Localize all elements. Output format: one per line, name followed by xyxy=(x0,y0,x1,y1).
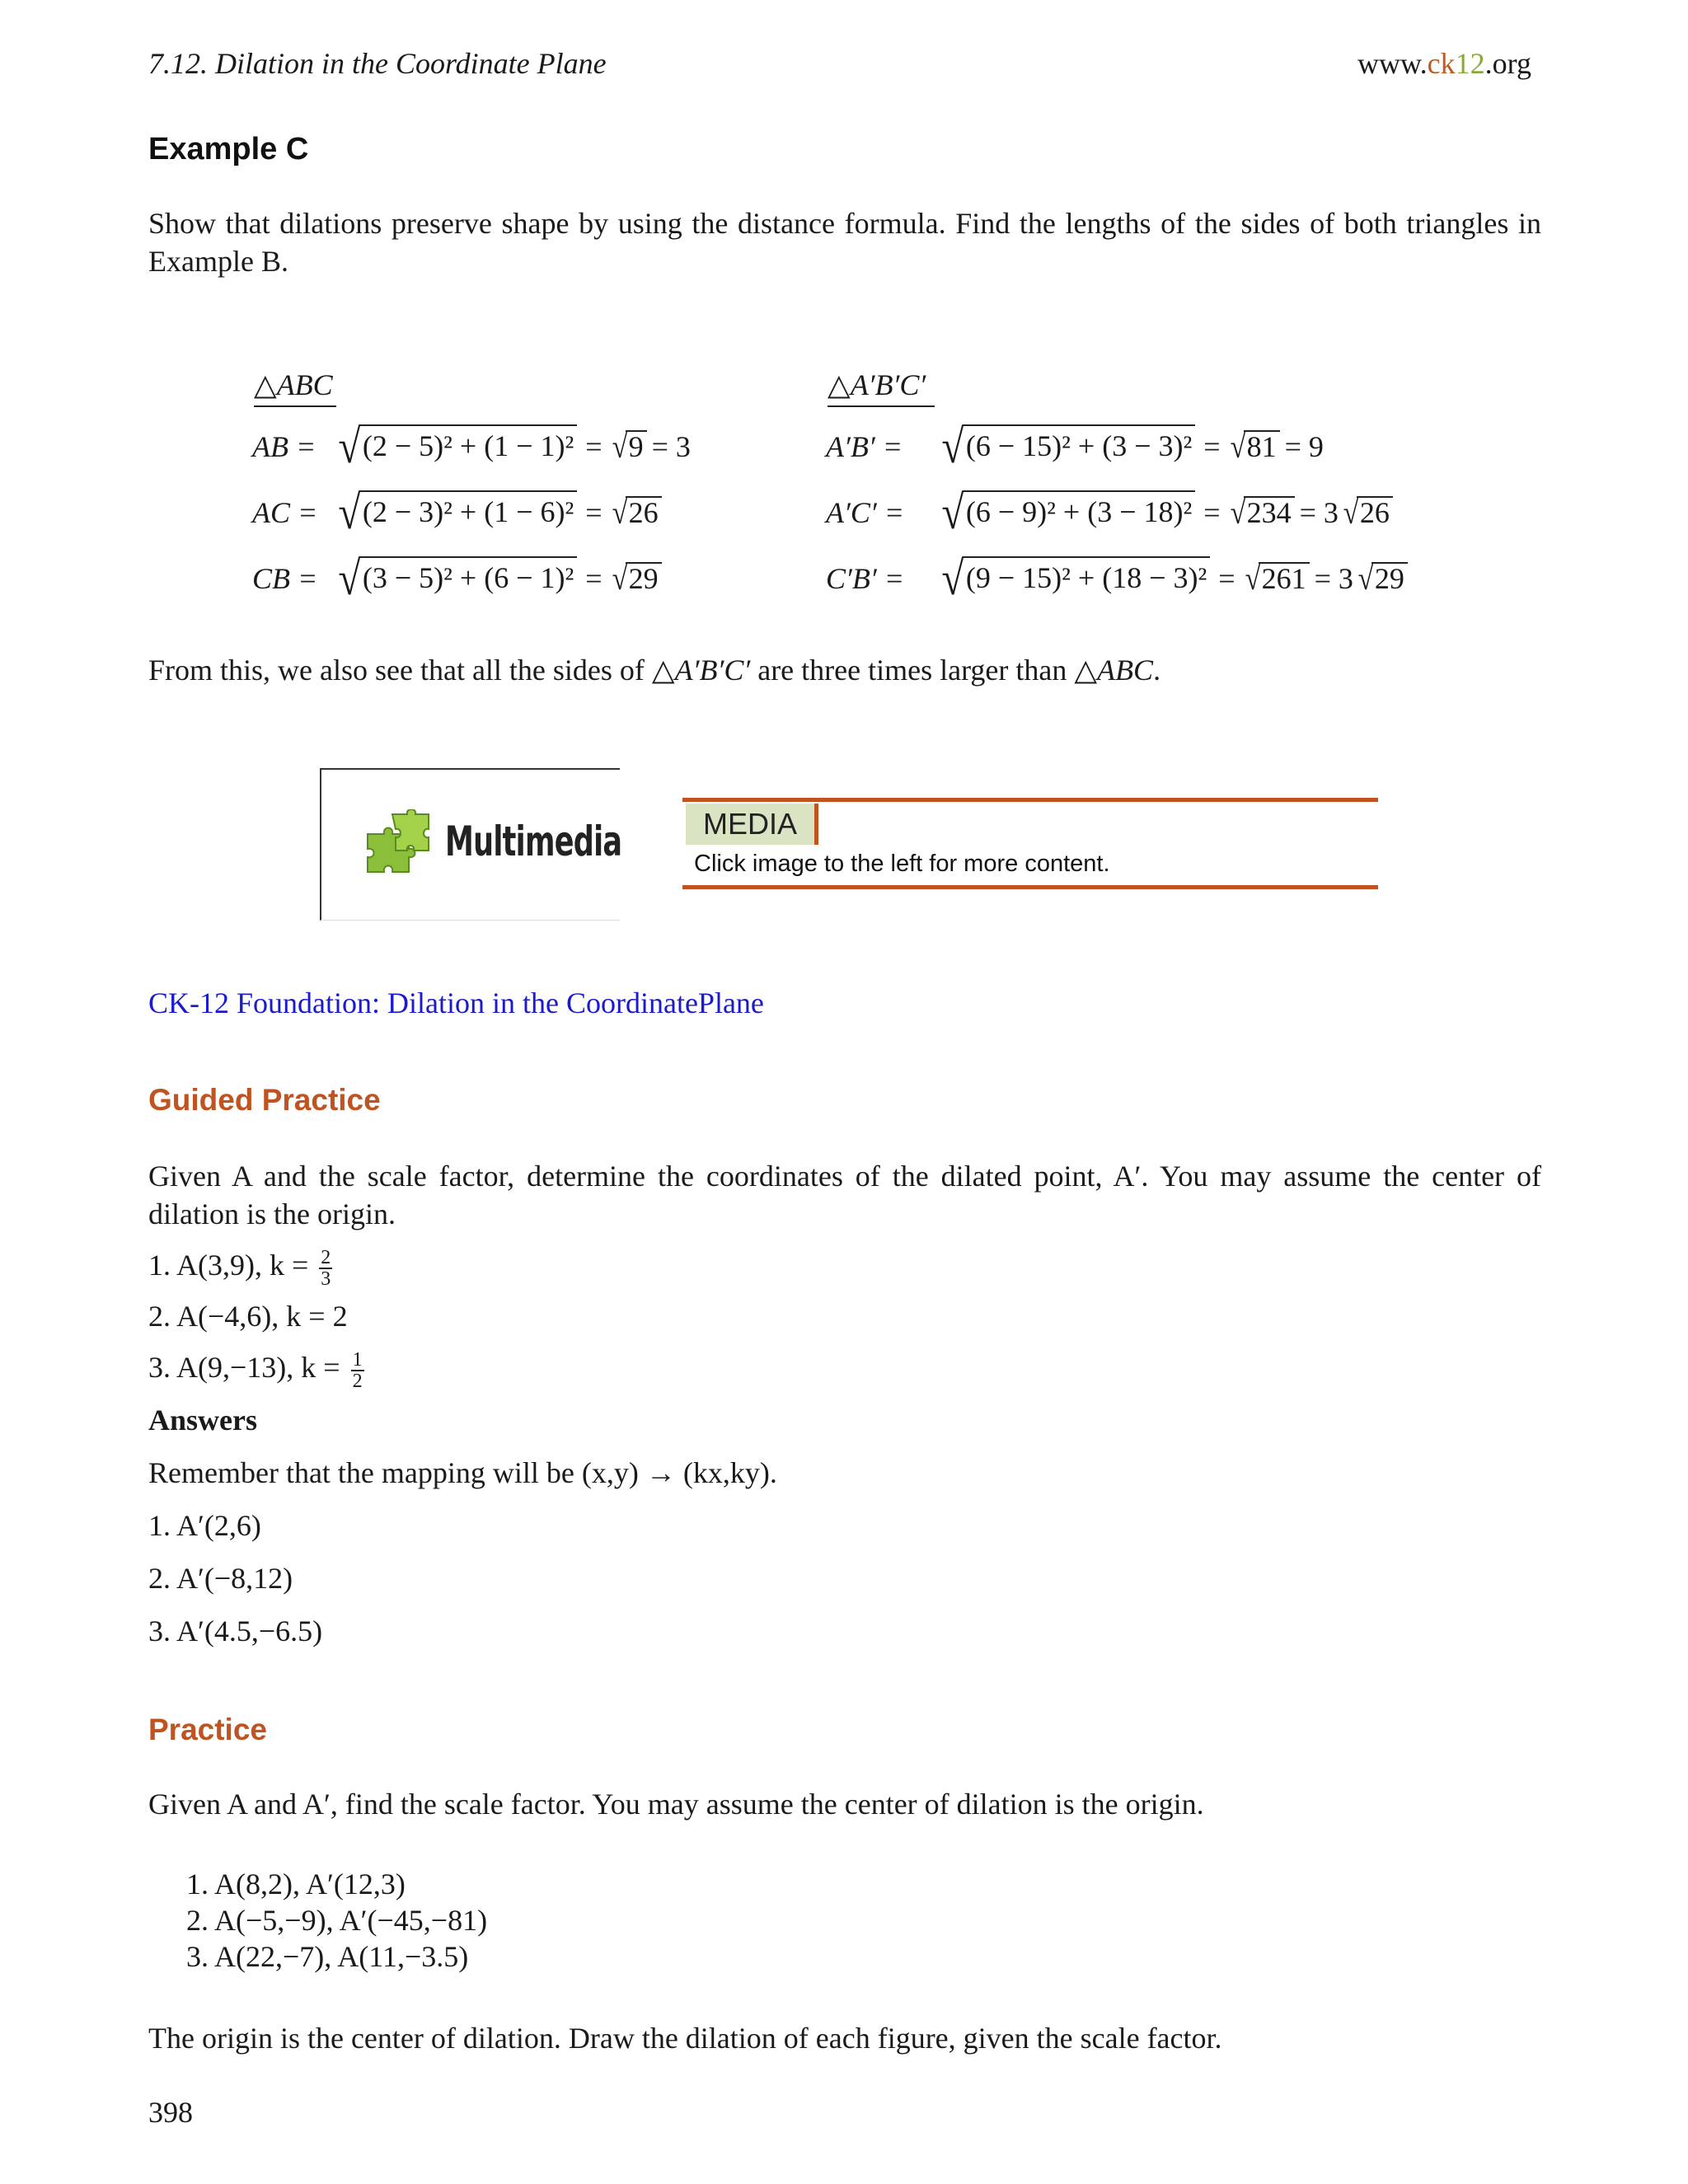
triangle-symbol: △ xyxy=(828,368,851,401)
radical: √ (6 − 9)² + (3 − 18)² xyxy=(940,490,1195,535)
result: = 3 xyxy=(651,430,691,463)
row-label: C′B′ = xyxy=(826,562,905,595)
row-label: CB = xyxy=(252,562,318,595)
page-number: 398 xyxy=(148,2096,193,2129)
row-label: AB = xyxy=(252,430,316,463)
result: = 9 xyxy=(1284,430,1324,463)
fraction xyxy=(319,1248,332,1289)
radical: √ (2 − 3)² + (1 − 6)² xyxy=(336,490,577,535)
left-triangle-title xyxy=(254,368,333,402)
equals: = xyxy=(1203,496,1221,529)
radical: √ 29 xyxy=(1357,562,1408,595)
answer-1: 1. A′(2,6) xyxy=(148,1509,261,1542)
right-title-text: A′B′C′ xyxy=(850,368,926,401)
radical: √ 81 xyxy=(1229,430,1280,463)
example-c-conclusion xyxy=(148,651,1160,689)
root-value: 261 xyxy=(1259,562,1310,595)
radicand: (6 − 15)² + (3 − 3)² xyxy=(963,424,1195,469)
ck12-foundation-link[interactable]: CK-12 Foundation: Dilation in the CoordinatePlane xyxy=(148,987,764,1019)
site-url[interactable] xyxy=(1357,46,1531,81)
radical: √ 9 xyxy=(611,430,647,463)
radical: √ (9 − 15)² + (18 − 3)² xyxy=(940,556,1210,601)
radicand: (9 − 15)² + (18 − 3)² xyxy=(963,556,1210,601)
root-value-2: 26 xyxy=(1357,496,1393,529)
item-text: 3. A(9,−13), k = xyxy=(148,1351,348,1384)
practice-item-1: 1. A(8,2), A′(12,3) xyxy=(186,1868,406,1900)
right-triangle-title xyxy=(828,368,926,402)
conclusion-b: are three times larger than xyxy=(750,654,1075,687)
numerator: 2 xyxy=(321,1246,331,1268)
left-row-cb xyxy=(252,552,662,605)
result: = 3 xyxy=(1314,562,1353,595)
fraction xyxy=(351,1350,364,1391)
media-description: Click image to the left for more content. xyxy=(694,851,1110,877)
radical: √ (6 − 15)² + (3 − 3)² xyxy=(940,424,1195,469)
denominator: 2 xyxy=(352,1370,363,1392)
conclusion-a: From this, we also see that all the sides of xyxy=(148,654,652,687)
item-text: 1. A(3,9), k = xyxy=(148,1249,316,1282)
answer-2: 2. A′(−8,12) xyxy=(148,1562,293,1595)
right-row-ac xyxy=(826,486,1393,539)
right-row-cb xyxy=(826,552,1408,605)
conclusion-tri2: △ABC xyxy=(1074,654,1154,687)
conclusion-tri1: △A′B′C′ xyxy=(651,654,751,687)
practice-outro: The origin is the center of dilation. Draw the dilation of each figure, given the scale factor. xyxy=(148,2022,1222,2055)
denominator: 3 xyxy=(321,1268,331,1290)
numerator: 1 xyxy=(352,1348,363,1371)
row-label: AC = xyxy=(252,496,318,529)
root-value: 81 xyxy=(1244,430,1280,463)
radical: √ 26 xyxy=(1342,496,1393,529)
equals: = xyxy=(585,496,603,529)
url-prefix: www. xyxy=(1357,47,1428,80)
radical: √ (3 − 5)² + (6 − 1)² xyxy=(336,556,577,601)
right-title-rule xyxy=(828,405,935,407)
mapping-note: Remember that the mapping will be (x,y) → (kx,ky). xyxy=(148,1456,777,1489)
radicand: (2 − 5)² + (1 − 1)² xyxy=(359,424,577,469)
radical: √ 26 xyxy=(611,496,662,529)
practice-item-3: 3. A(22,−7), A(11,−3.5) xyxy=(186,1940,469,1973)
radicand: (3 − 5)² + (6 − 1)² xyxy=(359,556,577,601)
example-c-intro: Show that dilations preserve shape by using the distance formula. Find the lengths of the sides of both triangles in Example B. xyxy=(148,207,1541,278)
puzzle-icon xyxy=(359,809,434,877)
guided-item-2: 2. A(−4,6), k = 2 xyxy=(148,1300,348,1333)
root-value-2: 29 xyxy=(1372,562,1408,595)
result: = 3 xyxy=(1299,496,1339,529)
equals: = xyxy=(1218,562,1236,595)
equals: = xyxy=(585,562,603,595)
guided-item-3 xyxy=(148,1348,364,1391)
root-value: 26 xyxy=(626,496,662,529)
right-row-ab xyxy=(826,420,1324,473)
guided-intro: Given A and the scale factor, determine the coordinates of the dilated point, A′. You may assume the center of dilation is the origin. xyxy=(148,1160,1541,1230)
conclusion-c: . xyxy=(1153,654,1161,687)
triangle-symbol: △ xyxy=(254,368,277,401)
row-label: A′B′ = xyxy=(826,430,903,463)
radical: √ 261 xyxy=(1244,562,1310,595)
example-c-heading: Example C xyxy=(148,132,309,166)
radicand: (6 − 9)² + (3 − 18)² xyxy=(963,490,1195,535)
media-label: MEDIA xyxy=(686,804,818,845)
root-value: 234 xyxy=(1244,496,1295,529)
radical: √ (2 − 5)² + (1 − 1)² xyxy=(336,424,577,469)
practice-intro: Given A and A′, find the scale factor. You may assume the center of dilation is the origin. xyxy=(148,1788,1204,1821)
answers-heading: Answers xyxy=(148,1404,257,1436)
left-title-rule xyxy=(254,405,336,407)
row-label: A′C′ = xyxy=(826,496,905,529)
radical: √ 234 xyxy=(1229,496,1295,529)
left-title-text: ABC xyxy=(276,368,333,401)
radical: √ 29 xyxy=(611,562,662,595)
guided-item-1 xyxy=(148,1246,332,1289)
url-12: 12 xyxy=(1455,47,1485,80)
guided-practice-heading: Guided Practice xyxy=(148,1083,381,1117)
media-bottom-rule xyxy=(682,885,1378,889)
left-row-ab xyxy=(252,420,691,473)
practice-heading: Practice xyxy=(148,1713,267,1746)
root-value: 29 xyxy=(626,562,662,595)
multimedia-label: Multimedia xyxy=(445,818,622,865)
answer-3: 3. A′(4.5,−6.5) xyxy=(148,1615,323,1647)
radicand: (2 − 3)² + (1 − 6)² xyxy=(359,490,577,535)
url-suffix: .org xyxy=(1484,47,1531,80)
equals: = xyxy=(1203,430,1221,463)
root-value: 9 xyxy=(626,430,647,463)
url-ck: ck xyxy=(1427,47,1456,80)
left-row-ac xyxy=(252,486,662,539)
practice-item-2: 2. A(−5,−9), A′(−45,−81) xyxy=(186,1904,488,1937)
equals: = xyxy=(585,430,603,463)
running-title: 7.12. Dilation in the Coordinate Plane xyxy=(148,47,607,80)
media-top-rule xyxy=(682,798,1378,802)
